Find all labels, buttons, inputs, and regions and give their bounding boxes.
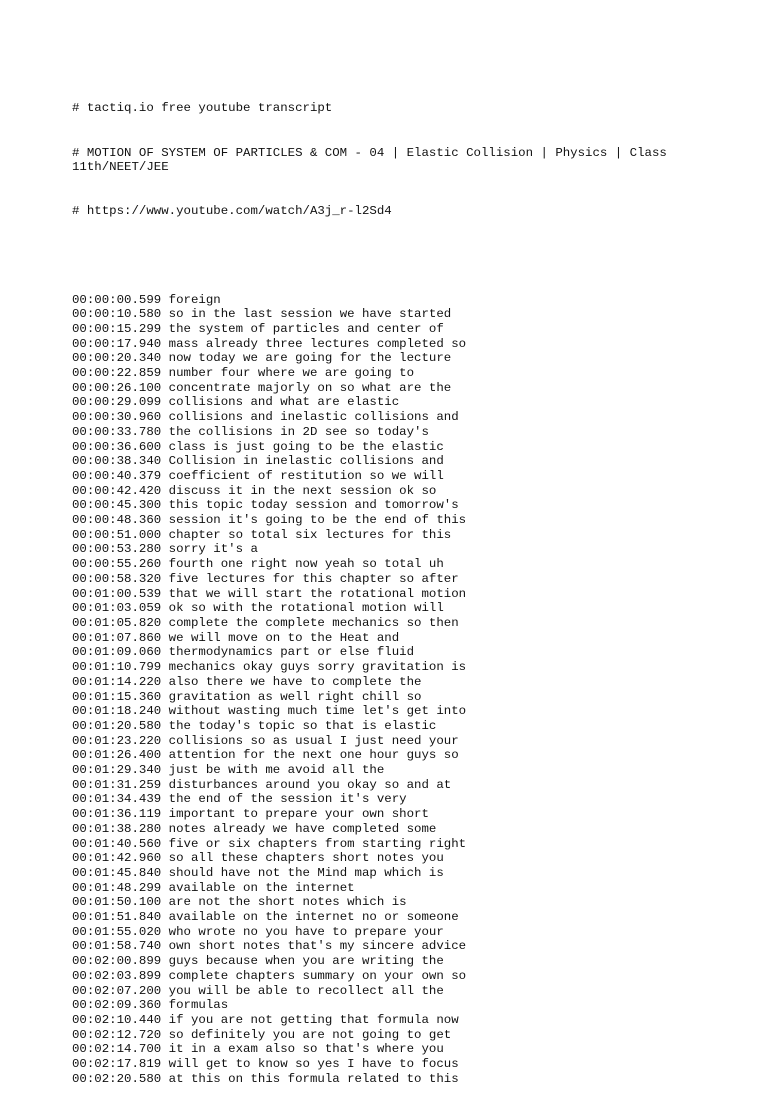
timestamp: 00:02:03.899 bbox=[72, 968, 162, 983]
timestamp: 00:00:36.600 bbox=[72, 439, 162, 454]
separator bbox=[161, 895, 168, 909]
timestamp: 00:01:26.400 bbox=[72, 748, 162, 763]
transcript-line bbox=[72, 704, 692, 719]
timestamp: 00:00:40.379 bbox=[72, 468, 162, 483]
timestamp: 00:01:29.340 bbox=[72, 763, 162, 778]
transcript-line bbox=[72, 601, 692, 616]
transcript-line bbox=[72, 381, 692, 396]
transcript-text: available on the internet bbox=[168, 880, 355, 895]
transcript-line bbox=[72, 925, 692, 940]
timestamp: 00:01:42.960 bbox=[72, 851, 162, 866]
separator bbox=[161, 734, 168, 748]
transcript-text: who wrote no you have to prepare your bbox=[168, 924, 444, 939]
transcript-text: number four where we are going to bbox=[168, 366, 415, 381]
transcript-line bbox=[72, 484, 692, 499]
separator bbox=[161, 616, 168, 630]
separator bbox=[161, 631, 168, 645]
transcript-text: disturbances around you okay so and at bbox=[168, 777, 452, 792]
separator bbox=[161, 322, 168, 336]
transcript-line bbox=[72, 984, 692, 999]
separator bbox=[161, 440, 168, 454]
timestamp: 00:00:48.360 bbox=[72, 513, 162, 528]
separator bbox=[161, 1042, 168, 1056]
timestamp: 00:01:23.220 bbox=[72, 733, 162, 748]
transcript-line bbox=[72, 748, 692, 763]
transcript-line bbox=[72, 572, 692, 587]
timestamp: 00:00:00.599 bbox=[72, 292, 162, 307]
timestamp: 00:00:58.320 bbox=[72, 571, 162, 586]
transcript-text: also there we have to complete the bbox=[168, 674, 422, 689]
transcript-text: mechanics okay guys sorry gravitation is bbox=[168, 660, 467, 675]
transcript-text: fourth one right now yeah so total uh bbox=[168, 557, 444, 572]
transcript-line bbox=[72, 675, 692, 690]
separator bbox=[161, 1072, 168, 1086]
transcript-text: sorry it's a bbox=[168, 542, 258, 557]
transcript-line bbox=[72, 778, 692, 793]
transcript-line bbox=[72, 454, 692, 469]
transcript-text: complete chapters summary on your own so bbox=[168, 968, 467, 983]
transcript-text: session it's going to be the end of this bbox=[168, 513, 467, 528]
timestamp: 00:01:20.580 bbox=[72, 718, 162, 733]
transcript-text: the today's topic so that is elastic bbox=[168, 718, 437, 733]
timestamp: 00:02:12.720 bbox=[72, 1027, 162, 1042]
transcript-line bbox=[72, 1013, 692, 1028]
separator bbox=[161, 351, 168, 365]
transcript-list bbox=[72, 293, 692, 1087]
transcript-text: just be with me avoid all the bbox=[168, 763, 385, 778]
transcript-line bbox=[72, 837, 692, 852]
separator bbox=[161, 822, 168, 836]
transcript-line bbox=[72, 631, 692, 646]
separator bbox=[161, 469, 168, 483]
header-line-source: # tactiq.io free youtube transcript bbox=[72, 101, 333, 116]
transcript-document bbox=[72, 72, 692, 1101]
transcript-text: guys because when you are writing the bbox=[168, 954, 444, 969]
timestamp: 00:01:18.240 bbox=[72, 704, 162, 719]
timestamp: 00:01:40.560 bbox=[72, 836, 162, 851]
transcript-text: attention for the next one hour guys so bbox=[168, 748, 459, 763]
timestamp: 00:00:10.580 bbox=[72, 307, 162, 322]
transcript-line bbox=[72, 366, 692, 381]
separator bbox=[161, 719, 168, 733]
separator bbox=[161, 969, 168, 983]
timestamp: 00:01:50.100 bbox=[72, 895, 162, 910]
separator bbox=[161, 910, 168, 924]
transcript-line bbox=[72, 954, 692, 969]
timestamp: 00:00:15.299 bbox=[72, 321, 162, 336]
timestamp: 00:01:48.299 bbox=[72, 880, 162, 895]
transcript-text: ok so with the rotational motion will bbox=[168, 601, 444, 616]
separator bbox=[161, 557, 168, 571]
transcript-line bbox=[72, 337, 692, 352]
timestamp: 00:01:36.119 bbox=[72, 807, 162, 822]
transcript-line bbox=[72, 645, 692, 660]
transcript-text: this topic today session and tomorrow's bbox=[168, 498, 459, 513]
timestamp: 00:02:20.580 bbox=[72, 1071, 162, 1086]
separator bbox=[161, 1013, 168, 1027]
transcript-text: collisions and what are elastic bbox=[168, 395, 400, 410]
separator bbox=[161, 851, 168, 865]
transcript-text: at this on this formula related to this bbox=[168, 1071, 459, 1086]
transcript-line bbox=[72, 440, 692, 455]
separator bbox=[161, 763, 168, 777]
transcript-line bbox=[72, 690, 692, 705]
transcript-line bbox=[72, 1057, 692, 1072]
transcript-line bbox=[72, 910, 692, 925]
separator bbox=[161, 954, 168, 968]
separator bbox=[161, 542, 168, 556]
header-line-url: # https://www.youtube.com/watch/A3j_r-l2Sd4 bbox=[72, 204, 392, 219]
transcript-text: available on the internet no or someone bbox=[168, 910, 459, 925]
separator bbox=[161, 484, 168, 498]
transcript-line bbox=[72, 498, 692, 513]
transcript-text: if you are not getting that formula now bbox=[168, 1012, 459, 1027]
timestamp: 00:02:07.200 bbox=[72, 983, 162, 998]
timestamp: 00:01:09.060 bbox=[72, 645, 162, 660]
separator bbox=[161, 645, 168, 659]
timestamp: 00:01:03.059 bbox=[72, 601, 162, 616]
separator bbox=[161, 881, 168, 895]
transcript-line bbox=[72, 895, 692, 910]
timestamp: 00:01:45.840 bbox=[72, 865, 162, 880]
separator bbox=[161, 939, 168, 953]
timestamp: 00:01:58.740 bbox=[72, 939, 162, 954]
separator bbox=[161, 690, 168, 704]
transcript-text: it in a exam also so that's where you bbox=[168, 1042, 444, 1057]
transcript-text: collisions so as usual I just need your bbox=[168, 733, 459, 748]
timestamp: 00:00:29.099 bbox=[72, 395, 162, 410]
transcript-line bbox=[72, 1028, 692, 1043]
separator bbox=[161, 425, 168, 439]
transcript-line bbox=[72, 528, 692, 543]
transcript-text: the system of particles and center of bbox=[168, 321, 444, 336]
transcript-text: now today we are going for the lecture bbox=[168, 351, 452, 366]
transcript-line bbox=[72, 881, 692, 896]
separator bbox=[161, 395, 168, 409]
transcript-text: we will move on to the Heat and bbox=[168, 630, 400, 645]
separator bbox=[161, 572, 168, 586]
separator bbox=[161, 704, 168, 718]
transcript-line bbox=[72, 1042, 692, 1057]
separator bbox=[161, 660, 168, 674]
separator bbox=[161, 454, 168, 468]
timestamp: 00:01:14.220 bbox=[72, 674, 162, 689]
separator bbox=[161, 366, 168, 380]
transcript-text: foreign bbox=[168, 292, 221, 307]
timestamp: 00:00:53.280 bbox=[72, 542, 162, 557]
transcript-line bbox=[72, 351, 692, 366]
transcript-line bbox=[72, 410, 692, 425]
separator bbox=[161, 528, 168, 542]
transcript-text: collisions and inelastic collisions and bbox=[168, 410, 459, 425]
transcript-text: without wasting much time let's get into bbox=[168, 704, 467, 719]
separator bbox=[161, 587, 168, 601]
transcript-line bbox=[72, 1072, 692, 1087]
separator bbox=[161, 778, 168, 792]
separator bbox=[161, 984, 168, 998]
transcript-line bbox=[72, 616, 692, 631]
separator bbox=[161, 998, 168, 1012]
separator bbox=[161, 1057, 168, 1071]
separator bbox=[161, 792, 168, 806]
separator bbox=[161, 925, 168, 939]
transcript-text: that we will start the rotational motion bbox=[168, 586, 467, 601]
timestamp: 00:01:07.860 bbox=[72, 630, 162, 645]
separator bbox=[161, 1028, 168, 1042]
transcript-line bbox=[72, 587, 692, 602]
transcript-line bbox=[72, 866, 692, 881]
blank-line bbox=[72, 248, 692, 263]
transcript-text: so all these chapters short notes you bbox=[168, 851, 444, 866]
separator bbox=[161, 866, 168, 880]
transcript-text: gravitation as well right chill so bbox=[168, 689, 422, 704]
transcript-line bbox=[72, 822, 692, 837]
separator bbox=[161, 498, 168, 512]
timestamp: 00:00:30.960 bbox=[72, 410, 162, 425]
transcript-text: you will be able to recollect all the bbox=[168, 983, 444, 998]
timestamp: 00:01:15.360 bbox=[72, 689, 162, 704]
separator bbox=[161, 381, 168, 395]
timestamp: 00:02:00.899 bbox=[72, 954, 162, 969]
transcript-line bbox=[72, 998, 692, 1013]
transcript-text: complete the complete mechanics so then bbox=[168, 616, 459, 630]
transcript-text: will get to know so yes I have to focus bbox=[168, 1057, 459, 1072]
transcript-text: so definitely you are not going to get bbox=[168, 1027, 452, 1042]
transcript-text: chapter so total six lectures for this bbox=[168, 527, 452, 542]
separator bbox=[161, 601, 168, 615]
transcript-line bbox=[72, 542, 692, 557]
transcript-text: five or six chapters from starting right bbox=[168, 836, 467, 851]
timestamp: 00:02:09.360 bbox=[72, 998, 162, 1013]
transcript-text: concentrate majorly on so what are the bbox=[168, 380, 452, 395]
transcript-text: class is just going to be the elastic bbox=[168, 439, 444, 454]
transcript-text: the collisions in 2D see so today's bbox=[168, 424, 429, 439]
transcript-line bbox=[72, 763, 692, 778]
transcript-line bbox=[72, 734, 692, 749]
transcript-text: five lectures for this chapter so after bbox=[168, 571, 459, 586]
transcript-text: Collision in inelastic collisions and bbox=[168, 454, 444, 469]
timestamp: 00:01:05.820 bbox=[72, 616, 162, 630]
timestamp: 00:00:22.859 bbox=[72, 366, 162, 381]
timestamp: 00:00:55.260 bbox=[72, 557, 162, 572]
transcript-line bbox=[72, 293, 692, 308]
transcript-line bbox=[72, 307, 692, 322]
timestamp: 00:01:55.020 bbox=[72, 924, 162, 939]
timestamp: 00:02:14.700 bbox=[72, 1042, 162, 1057]
separator bbox=[161, 807, 168, 821]
header-line-title: # MOTION OF SYSTEM OF PARTICLES & COM - 04 | Elastic Collision | Physics | Class 11th/NEET/JEE bbox=[72, 145, 675, 175]
separator bbox=[161, 293, 168, 307]
transcript-line bbox=[72, 395, 692, 410]
transcript-line bbox=[72, 513, 692, 528]
transcript-text: are not the short notes which is bbox=[168, 895, 407, 910]
transcript-line bbox=[72, 969, 692, 984]
timestamp: 00:01:34.439 bbox=[72, 792, 162, 807]
transcript-text: formulas bbox=[168, 998, 229, 1013]
timestamp: 00:00:51.000 bbox=[72, 527, 162, 542]
separator bbox=[161, 410, 168, 424]
timestamp: 00:01:31.259 bbox=[72, 777, 162, 792]
transcript-line bbox=[72, 469, 692, 484]
timestamp: 00:00:17.940 bbox=[72, 336, 162, 351]
separator bbox=[161, 513, 168, 527]
transcript-line bbox=[72, 851, 692, 866]
transcript-text: notes already we have completed some bbox=[168, 821, 437, 836]
transcript-text: coefficient of restitution so we will bbox=[168, 468, 444, 483]
separator bbox=[161, 675, 168, 689]
timestamp: 00:00:26.100 bbox=[72, 380, 162, 395]
transcript-text: own short notes that's my sincere advice bbox=[168, 939, 467, 954]
transcript-text: should have not the Mind map which is bbox=[168, 865, 444, 880]
separator bbox=[161, 748, 168, 762]
transcript-text: important to prepare your own short bbox=[168, 807, 429, 822]
transcript-line bbox=[72, 557, 692, 572]
timestamp: 00:01:51.840 bbox=[72, 910, 162, 925]
transcript-line bbox=[72, 322, 692, 337]
timestamp: 00:01:38.280 bbox=[72, 821, 162, 836]
timestamp: 00:01:10.799 bbox=[72, 660, 162, 675]
transcript-line bbox=[72, 792, 692, 807]
transcript-line bbox=[72, 425, 692, 440]
separator bbox=[161, 307, 168, 321]
timestamp: 00:01:00.539 bbox=[72, 586, 162, 601]
transcript-text: mass already three lectures completed so bbox=[168, 336, 467, 351]
timestamp: 00:00:33.780 bbox=[72, 424, 162, 439]
timestamp: 00:00:20.340 bbox=[72, 351, 162, 366]
timestamp: 00:02:10.440 bbox=[72, 1012, 162, 1027]
timestamp: 00:00:38.340 bbox=[72, 454, 162, 469]
transcript-line bbox=[72, 939, 692, 954]
timestamp: 00:00:45.300 bbox=[72, 498, 162, 513]
transcript-text: discuss it in the next session ok so bbox=[168, 483, 437, 498]
transcript-line bbox=[72, 807, 692, 822]
separator bbox=[161, 837, 168, 851]
transcript-line bbox=[72, 660, 692, 675]
timestamp: 00:00:42.420 bbox=[72, 483, 162, 498]
transcript-text: the end of the session it's very bbox=[168, 792, 407, 807]
separator bbox=[161, 337, 168, 351]
transcript-text: so in the last session we have started bbox=[168, 307, 452, 322]
timestamp: 00:02:17.819 bbox=[72, 1057, 162, 1072]
transcript-text: thermodynamics part or else fluid bbox=[168, 645, 415, 660]
transcript-line bbox=[72, 719, 692, 734]
